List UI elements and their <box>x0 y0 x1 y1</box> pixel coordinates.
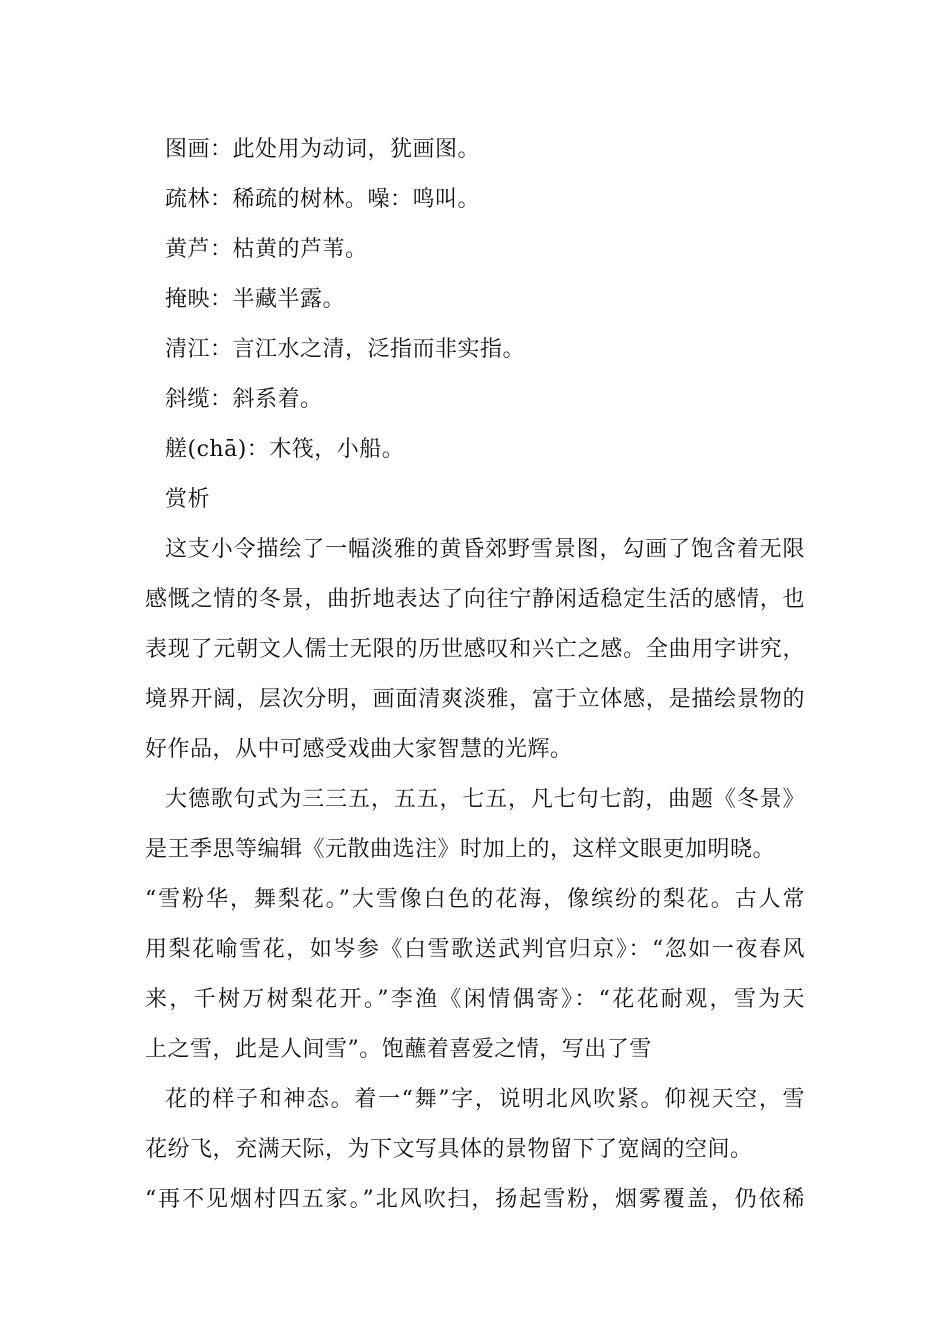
note-line: 斜缆：斜系着。 <box>165 387 323 412</box>
note-line: 图画：此处用为动词，犹画图。 <box>165 137 481 162</box>
note-line: 疏林：稀疏的树林。噪：鸣叫。 <box>165 187 481 212</box>
note-line: 黄芦：枯黄的芦苇。 <box>165 237 368 262</box>
note-line: 艖(chā)：木筏，小船。 <box>165 437 405 462</box>
paragraph-line: 花的样子和神态。着一“舞”字，说明北风吹紧。仰视天空，雪 <box>165 1087 805 1112</box>
section-heading: 赏析 <box>165 487 211 512</box>
paragraph-line: 好作品，从中可感受戏曲大家智慧的光辉。 <box>145 737 573 762</box>
paragraph-line: “再不见烟村四五家。”北风吹扫，扬起雪粉，烟雾覆盖，仍依稀 <box>145 1187 805 1212</box>
paragraph-line: 用梨花喻雪花，如岑参《白雪歌送武判官归京》：“忽如一夜春风 <box>145 937 805 962</box>
paragraph-line: 是王季思等编辑《元散曲选注》时加上的，这样文眼更加明晓。 <box>145 837 776 862</box>
paragraph-line: “雪粉华，舞梨花。”大雪像白色的花海，像缤纷的梨花。古人常 <box>145 887 805 912</box>
paragraph-line: 感慨之情的冬景，曲折地表达了向往宁静闲适稳定生活的感情，也 <box>145 587 805 612</box>
paragraph-line: 这支小令描绘了一幅淡雅的黄昏郊野雪景图，勾画了饱含着无限 <box>165 537 805 562</box>
paragraph-line: 花纷飞，充满天际，为下文写具体的景物留下了宽阔的空间。 <box>145 1137 753 1162</box>
note-line: 掩映：半藏半露。 <box>165 287 346 312</box>
paragraph-line: 表现了元朝文人儒士无限的历世感叹和兴亡之感。全曲用字讲究， <box>145 637 805 662</box>
paragraph-line: 上之雪，此是人间雪”。饱蘸着喜爱之情，写出了雪 <box>145 1037 652 1062</box>
paragraph-line: 境界开阔，层次分明，画面清爽淡雅，富于立体感，是描绘景物的 <box>145 687 805 712</box>
note-line: 清江：言江水之清，泛指而非实指。 <box>165 337 526 362</box>
paragraph-line: 大德歌句式为三三五，五五，七五，凡七句七韵，曲题《冬景》 <box>165 787 805 812</box>
paragraph-line: 来，千树万树梨花开。”李渔《闲情偶寄》：“花花耐观，雪为天 <box>145 987 805 1012</box>
